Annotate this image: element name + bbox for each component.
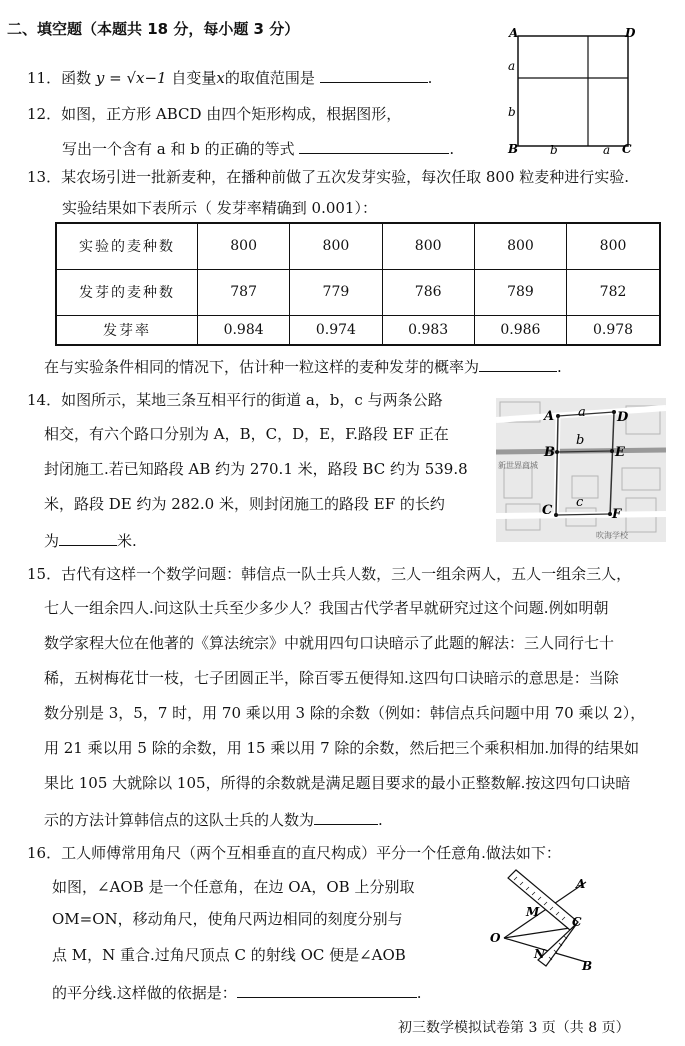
q15-text-3: 稀，五树梅花廿一枝，七子团圆正半，除百零五便得知.这四句口诀暗示的意思是：当除 (44, 669, 619, 687)
q16-number: 16． (27, 844, 62, 862)
map-label-c: c (576, 495, 584, 510)
label-a-left: a (508, 59, 516, 73)
table-cell: 0.978 (567, 315, 660, 345)
q12-square-figure (500, 24, 650, 159)
q13-line1-text: 某农场引进一批新麦种，在播种前做了五次发芽实验，每次任取 800 粒麦种进行实验. (61, 168, 630, 186)
q12-line1-text: 如图，正方形 ABCD 由四个矩形构成，根据图形， (61, 105, 402, 123)
table-cell: 0.986 (474, 315, 566, 345)
q13-number: 13． (27, 168, 62, 186)
table-row (56, 223, 660, 269)
q16-angle-figure (486, 866, 636, 976)
table-row-label: 发芽的麦种数 (56, 269, 198, 315)
q16-answer-blank[interactable] (237, 983, 417, 998)
q15-answer-blank[interactable] (314, 810, 378, 825)
angle-label-A: A (576, 877, 586, 891)
table-row-label: 发芽率 (56, 315, 198, 345)
q16-line5 (52, 983, 422, 1001)
ray-OA (504, 882, 586, 938)
q11-text-b: 自变量 (171, 69, 217, 87)
q16-end: . (416, 984, 422, 1002)
angle-label-O: O (490, 931, 501, 945)
q15-text-7: 示的方法计算韩信点的这队士兵的人数为 (44, 811, 315, 829)
q15-line1 (27, 567, 631, 582)
map-label-F: F (612, 507, 622, 522)
q14-number: 14． (27, 391, 62, 409)
q14-line5-a: 为 (44, 532, 60, 550)
q12-line2 (62, 139, 454, 157)
angle-label-M: M (526, 905, 540, 919)
q15-text-4: 数分别是 3，5，7 时，用 70 乘以用 3 除的余数（例如：韩信点兵问题中用 70 乘以 2）， (44, 704, 646, 722)
label-A: A (509, 26, 519, 40)
q11-var: x (216, 69, 225, 87)
table-cell: 800 (198, 223, 290, 269)
table-cell: 800 (567, 223, 660, 269)
square-abcd (518, 36, 628, 146)
q13-end: . (557, 358, 562, 376)
table-row (56, 269, 660, 315)
q14-line4: 米，路段 DE 约为 282.0 米，则封闭施工的路段 EF 的长约 (44, 495, 445, 513)
q14-line1-text: 如图所示，某地三条互相平行的街道 a，b，c 与两条公路 (61, 391, 443, 409)
map-place-school: 吹海学校 (596, 531, 628, 540)
q12-answer-blank[interactable] (299, 139, 449, 154)
label-D: D (625, 26, 636, 40)
table-cell: 782 (567, 269, 660, 315)
q15-text-1: 七人一组余四人.问这队士兵至少多少人？我国古代学者早就研究过这个问题.例如明朝 (44, 599, 609, 617)
q11-text-a: 函数 (61, 69, 92, 87)
angle-label-C: C (572, 915, 582, 929)
q16-line5-text: 的平分线.这样做的依据是： (52, 984, 237, 1002)
q15-number: 15． (27, 565, 62, 583)
q11-answer-blank[interactable] (320, 68, 428, 83)
table-row-label: 实验的麦种数 (56, 223, 198, 269)
label-a-bottom: a (603, 143, 611, 157)
q15-line8 (44, 810, 383, 828)
q13-answer-blank[interactable] (479, 357, 557, 372)
q16-line1-text: 工人师傅常用角尺（两个互相垂直的直尺构成）平分一个任意角.做法如下： (61, 844, 561, 862)
q12-end: . (449, 140, 455, 158)
angle-label-N: N (534, 947, 545, 961)
q15-text-6: 果比 105 大就除以 105，所得的余数就是满足题目要求的最小正整数解.按这四句口诀暗 (44, 774, 631, 792)
square-arm-upper (508, 870, 578, 930)
q14-line3: 封闭施工.若已知路段 AB 约为 270.1 米，路段 BC 约为 539.8 (44, 460, 468, 478)
label-b-bottom: b (550, 143, 558, 157)
table-cell: 0.983 (382, 315, 474, 345)
q12-number: 12． (27, 105, 62, 123)
q13-line2: 实验结果如下表所示（ 发芽率精确到 0.001）： (62, 199, 377, 217)
label-C: C (622, 142, 632, 156)
map-label-E: E (615, 445, 625, 460)
q11 (27, 68, 432, 86)
table-cell: 779 (290, 269, 382, 315)
q12-line2-text: 写出一个含有 a 和 b 的正确的等式 (62, 140, 295, 158)
q12-line1 (27, 107, 401, 122)
q15-text-2: 数学家程大位在他著的《算法统宗》中就用四句口诀暗示了此题的解法：三人同行七十 (44, 634, 615, 652)
table-cell: 787 (198, 269, 290, 315)
label-b-left: b (508, 105, 516, 119)
q13-table (55, 222, 661, 346)
q14-street-map (496, 398, 666, 542)
table-row (56, 315, 660, 345)
q16-line3: OM=ON，移动角尺，使角尺两边相同的刻度分别与 (52, 910, 403, 928)
angle-label-B: B (582, 959, 593, 973)
page-footer: 初三数学模拟试卷第 3 页（共 8 页） (398, 1020, 630, 1036)
map-label-D: D (617, 410, 629, 425)
q11-end: . (427, 69, 433, 87)
map-label-B: B (544, 445, 555, 460)
table-cell: 800 (290, 223, 382, 269)
q16-line2: 如图，∠AOB 是一个任意角，在边 OA，OB 上分别取 (52, 878, 415, 896)
q15-text-0: 古代有这样一个数学问题：韩信点一队士兵人数，三人一组余两人，五人一组余三人， (61, 565, 632, 583)
map-label-b: b (576, 433, 585, 448)
map-place-mall: 新世界商城 (498, 461, 538, 470)
q14-line1 (27, 393, 443, 408)
section-title: 二、填空题（本题共 18 分，每小题 3 分） (7, 20, 300, 38)
map-label-A: A (544, 409, 555, 424)
q13-after (44, 357, 562, 375)
table-cell: 800 (382, 223, 474, 269)
q13-line1 (27, 170, 629, 185)
q15-end: . (378, 811, 383, 829)
table-cell: 789 (474, 269, 566, 315)
q16-line1 (27, 846, 561, 861)
table-cell: 786 (382, 269, 474, 315)
q16-line4: 点 M，N 重合.过角尺顶点 C 的射线 OC 便是∠AOB (52, 946, 406, 964)
q11-number: 11． (27, 69, 62, 87)
table-cell: 0.984 (198, 315, 290, 345)
q11-text-c: 的取值范围是 (224, 69, 315, 87)
q11-formula: y = √x−1 (95, 69, 167, 87)
label-B: B (508, 142, 519, 156)
table-cell: 800 (474, 223, 566, 269)
q14-answer-blank[interactable] (59, 531, 117, 546)
q14-line5-b: 米. (117, 532, 137, 550)
ray-OC (504, 928, 570, 938)
q14-line5 (44, 531, 137, 549)
map-label-a: a (578, 405, 586, 420)
q15-text-5: 用 21 乘以用 5 除的余数，用 15 乘以用 7 除的余数，然后把三个乘积相加.加得的结果如 (44, 739, 640, 757)
map-label-C: C (542, 503, 553, 518)
table-cell: 0.974 (290, 315, 382, 345)
q14-line2: 相交，有六个路口分别为 A，B，C，D，E，F.路段 EF 正在 (44, 425, 449, 443)
q13-after-text: 在与实验条件相同的情况下，估计种一粒这样的麦种发芽的概率为 (44, 358, 480, 376)
